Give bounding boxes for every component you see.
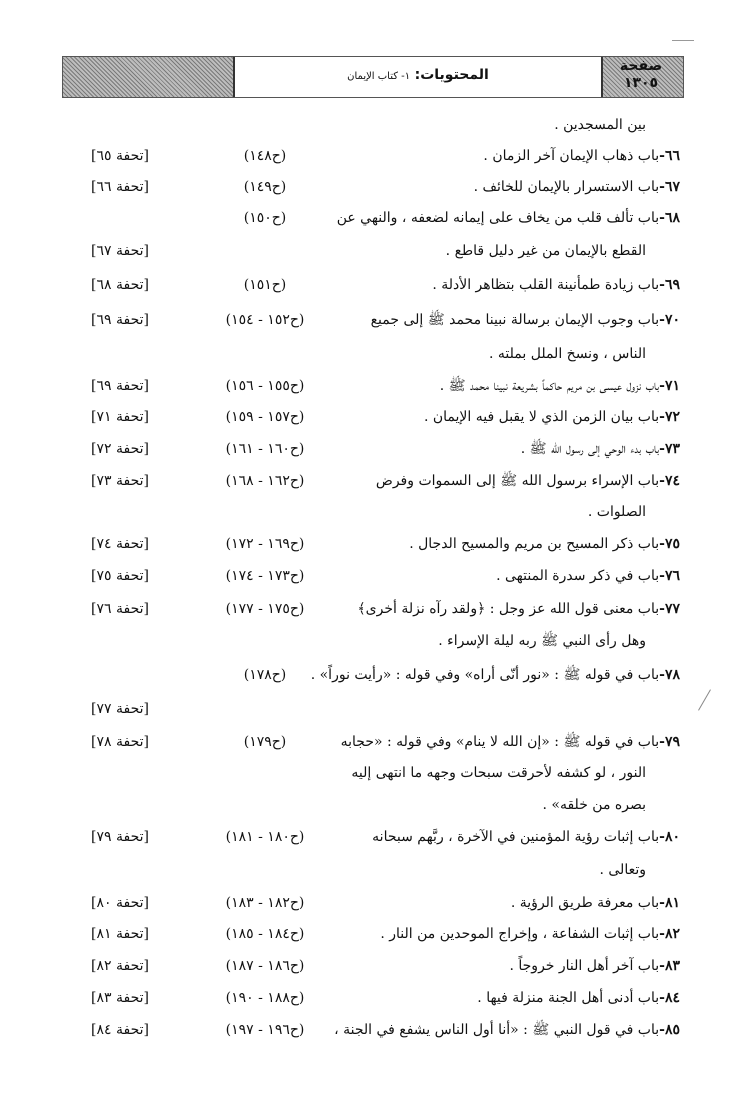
chapter-title: باب وجوب الإيمان برسالة نبينا محمد ﷺ إلى جميع bbox=[370, 312, 660, 328]
top-rule bbox=[672, 40, 694, 41]
tuhfa-reference: [تحفة ٧٧] bbox=[91, 701, 149, 717]
chapter-heading bbox=[337, 203, 680, 233]
chapter-number: ٧٥- bbox=[659, 536, 680, 552]
page-number-box bbox=[603, 58, 679, 92]
entry-continuation bbox=[75, 626, 680, 656]
section-label: المحتويات: bbox=[414, 67, 489, 83]
hadith-range: (ح١٥٢ - ١٥٤) bbox=[225, 312, 305, 328]
chapter-entry bbox=[75, 371, 680, 401]
entry-continuation bbox=[75, 236, 680, 266]
margin-mark bbox=[698, 689, 711, 710]
chapter-title: باب معنى قول الله عز وجل : ﴿ولقد رآه نزلة أخرى﴾ bbox=[357, 601, 660, 617]
chapter-heading bbox=[483, 141, 680, 171]
entry-continuation bbox=[75, 110, 680, 140]
tuhfa-reference: [تحفة ٨٠] bbox=[91, 895, 149, 911]
chapter-title: باب معرفة طريق الرؤية . bbox=[510, 895, 660, 911]
chapter-entry bbox=[75, 529, 680, 559]
chapter-heading bbox=[311, 660, 680, 690]
tuhfa-reference: [تحفة ٧٩] bbox=[91, 829, 149, 845]
chapter-heading bbox=[521, 434, 680, 464]
chapter-number: ٧٧- bbox=[659, 601, 680, 617]
chapter-title: باب الإسراء برسول الله ﷺ إلى السموات وفرض bbox=[375, 473, 660, 489]
chapter-heading bbox=[372, 822, 680, 852]
chapter-title: باب ذهاب الإيمان آخر الزمان . bbox=[483, 148, 660, 164]
entry-continuation bbox=[75, 339, 680, 369]
chapter-title: باب بدء الوحي إلى رسول الله ﷺ . bbox=[520, 441, 660, 457]
chapter-number: ٨٣- bbox=[659, 958, 680, 974]
chapter-title: باب في قوله ﷺ : «إن الله لا ينام» وفي قوله : «حجابه bbox=[340, 734, 660, 750]
tuhfa-reference: [تحفة ٦٦] bbox=[91, 179, 149, 195]
chapter-heading bbox=[341, 727, 680, 757]
chapter-title-continuation: بين المسجدين . bbox=[554, 117, 646, 133]
tuhfa-reference: [تحفة ٨٣] bbox=[91, 990, 149, 1006]
tuhfa-reference: [تحفة ٧٦] bbox=[91, 601, 149, 617]
chapter-title-continuation: وتعالى . bbox=[599, 862, 646, 878]
tuhfa-reference: [تحفة ٧٨] bbox=[91, 734, 149, 750]
chapter-heading bbox=[357, 594, 680, 624]
chapter-entry bbox=[75, 822, 680, 852]
hadith-range: (ح١٦٢ - ١٦٨) bbox=[225, 473, 305, 489]
hadith-range: (ح١٨٠ - ١٨١) bbox=[225, 829, 305, 845]
chapter-title-continuation: الناس ، ونسخ الملل بملته . bbox=[489, 346, 646, 362]
chapter-number: ٧٢- bbox=[659, 409, 680, 425]
chapter-title: باب إثبات رؤية المؤمنين في الآخرة ، ربَّهم سبحانه bbox=[372, 829, 660, 845]
chapter-entry bbox=[75, 270, 680, 300]
chapter-title-continuation: القطع بالإيمان من غير دليل قاطع . bbox=[445, 243, 646, 259]
hadith-range: (ح١٧٨) bbox=[243, 667, 287, 683]
chapter-number: ٦٩- bbox=[659, 277, 680, 293]
book-title: ١- كتاب الإيمان bbox=[347, 71, 411, 82]
hadith-range: (ح١٨٦ - ١٨٧) bbox=[225, 958, 305, 974]
tuhfa-reference: [تحفة ٨٢] bbox=[91, 958, 149, 974]
chapter-title: باب آخر أهل النار خروجاً . bbox=[509, 958, 660, 974]
chapter-entry bbox=[75, 434, 680, 464]
chapter-title-continuation: الصلوات . bbox=[587, 504, 646, 520]
page-number: ١٣٠٥ bbox=[623, 75, 659, 91]
chapter-entry bbox=[75, 141, 680, 171]
hadith-range: (ح١٨٨ - ١٩٠) bbox=[225, 990, 305, 1006]
chapter-title: باب زيادة طمأنينة القلب بتظاهر الأدلة . bbox=[432, 277, 660, 293]
tuhfa-reference: [تحفة ٨٤] bbox=[91, 1022, 149, 1038]
entry-continuation bbox=[75, 694, 680, 724]
chapter-heading bbox=[474, 172, 680, 202]
hadith-range: (ح١٦٠ - ١٦١) bbox=[225, 441, 305, 457]
chapter-number: ٨٢- bbox=[659, 926, 680, 942]
chapter-number: ٨١- bbox=[659, 895, 680, 911]
hadith-range: (ح١٨٤ - ١٨٥) bbox=[225, 926, 305, 942]
page-header bbox=[62, 56, 684, 98]
chapter-number: ٦٨- bbox=[659, 210, 680, 226]
hadith-range: (ح١٨٢ - ١٨٣) bbox=[225, 895, 305, 911]
hadith-range: (ح١٧٩) bbox=[243, 734, 287, 750]
hadith-range: (ح١٤٨) bbox=[243, 148, 287, 164]
hadith-range: (ح١٦٩ - ١٧٢) bbox=[225, 536, 305, 552]
chapter-title: باب في قول النبي ﷺ : «أنا أول الناس يشفع في الجنة ، bbox=[334, 1022, 660, 1038]
chapter-title: باب نزول عيسى بن مريم حاكماً بشريعة نبينا محمد ﷺ . bbox=[439, 378, 660, 394]
chapter-heading bbox=[424, 402, 680, 432]
chapter-entry bbox=[75, 983, 680, 1013]
chapter-heading bbox=[432, 270, 680, 300]
hadith-range: (ح١٥٥ - ١٥٦) bbox=[225, 378, 305, 394]
tuhfa-reference: [تحفة ٧١] bbox=[91, 409, 149, 425]
chapter-entry bbox=[75, 561, 680, 591]
chapter-entry bbox=[75, 951, 680, 981]
hadith-range: (ح١٩٦ - ١٩٧) bbox=[225, 1022, 305, 1038]
entry-continuation bbox=[75, 497, 680, 527]
chapter-number: ٧٦- bbox=[659, 568, 680, 584]
chapter-title-continuation: بصره من خلقه» . bbox=[542, 797, 646, 813]
chapter-title: باب أدنى أهل الجنة منزلة فيها . bbox=[477, 990, 660, 1006]
entry-continuation bbox=[75, 855, 680, 885]
chapter-title: باب إثبات الشفاعة ، وإخراج الموحدين من النار . bbox=[380, 926, 660, 942]
hadith-range: (ح١٧٣ - ١٧٤) bbox=[225, 568, 305, 584]
chapter-heading bbox=[477, 983, 680, 1013]
chapter-entry bbox=[75, 466, 680, 496]
tuhfa-reference: [تحفة ٦٥] bbox=[91, 148, 149, 164]
hadith-range: (ح١٥٧ - ١٥٩) bbox=[225, 409, 305, 425]
chapter-entry bbox=[75, 919, 680, 949]
chapter-heading bbox=[376, 466, 680, 496]
chapter-heading bbox=[440, 371, 680, 401]
chapter-number: ٦٧- bbox=[659, 179, 680, 195]
header-title-box bbox=[233, 57, 603, 97]
chapter-entry bbox=[75, 888, 680, 918]
entry-continuation bbox=[75, 790, 680, 820]
tuhfa-reference: [تحفة ٧٤] bbox=[91, 536, 149, 552]
chapter-title: باب في قوله ﷺ : «نور أنّى أراه» وفي قوله : «رأيت نوراً» . bbox=[310, 667, 660, 683]
hadith-range: (ح١٤٩) bbox=[243, 179, 287, 195]
chapter-heading bbox=[409, 529, 680, 559]
chapter-number: ٧٨- bbox=[659, 667, 680, 683]
tuhfa-reference: [تحفة ٧٣] bbox=[91, 473, 149, 489]
chapter-number: ٨٠- bbox=[659, 829, 680, 845]
chapter-entry bbox=[75, 172, 680, 202]
hadith-range: (ح١٧٥ - ١٧٧) bbox=[225, 601, 305, 617]
tuhfa-reference: [تحفة ٦٩] bbox=[91, 378, 149, 394]
chapter-entry bbox=[75, 660, 680, 690]
chapter-title-continuation: النور ، لو كشفه لأحرقت سبحات وجهه ما انتهى إليه bbox=[351, 765, 646, 781]
hadith-range: (ح١٥١) bbox=[243, 277, 287, 293]
chapter-heading bbox=[334, 1015, 680, 1045]
chapter-heading bbox=[380, 919, 680, 949]
chapter-number: ٧٣- bbox=[659, 441, 680, 457]
chapter-number: ٨٥- bbox=[659, 1022, 680, 1038]
entry-continuation bbox=[75, 758, 680, 788]
header-title bbox=[235, 67, 601, 83]
tuhfa-reference: [تحفة ٧٢] bbox=[91, 441, 149, 457]
chapter-title: باب ذكر المسيح بن مريم والمسيح الدجال . bbox=[409, 536, 660, 552]
chapter-title: باب في ذكر سدرة المنتهى . bbox=[496, 568, 660, 584]
chapter-number: ٧٤- bbox=[659, 473, 680, 489]
chapter-title: باب الاستسرار بالإيمان للخائف . bbox=[473, 179, 660, 195]
chapter-entry bbox=[75, 1015, 680, 1045]
chapter-title-continuation: وهل رأى النبي ﷺ ربه ليلة الإسراء . bbox=[438, 633, 646, 649]
page-label: صفحة bbox=[619, 58, 663, 74]
tuhfa-reference: [تحفة ٦٨] bbox=[91, 277, 149, 293]
chapter-entry bbox=[75, 402, 680, 432]
chapter-number: ٧٩- bbox=[659, 734, 680, 750]
chapter-number: ٦٦- bbox=[659, 148, 680, 164]
tuhfa-reference: [تحفة ٦٧] bbox=[91, 243, 149, 259]
chapter-entry bbox=[75, 305, 680, 335]
chapter-title: باب تألف قلب من يخاف على إيمانه لضعفه ، والنهي عن bbox=[336, 210, 660, 226]
chapter-number: ٨٤- bbox=[659, 990, 680, 1006]
chapter-heading bbox=[511, 888, 680, 918]
chapter-title: باب بيان الزمن الذي لا يقبل فيه الإيمان . bbox=[423, 409, 660, 425]
tuhfa-reference: [تحفة ٨١] bbox=[91, 926, 149, 942]
tuhfa-reference: [تحفة ٦٩] bbox=[91, 312, 149, 328]
chapter-number: ٧٠- bbox=[659, 312, 680, 328]
chapter-heading bbox=[496, 561, 680, 591]
chapter-entry bbox=[75, 727, 680, 757]
chapter-number: ٧١- bbox=[659, 378, 680, 394]
chapter-heading bbox=[509, 951, 680, 981]
chapter-entry bbox=[75, 594, 680, 624]
hadith-range: (ح١٥٠) bbox=[243, 210, 287, 226]
tuhfa-reference: [تحفة ٧٥] bbox=[91, 568, 149, 584]
chapter-entry bbox=[75, 203, 680, 233]
chapter-heading bbox=[371, 305, 680, 335]
